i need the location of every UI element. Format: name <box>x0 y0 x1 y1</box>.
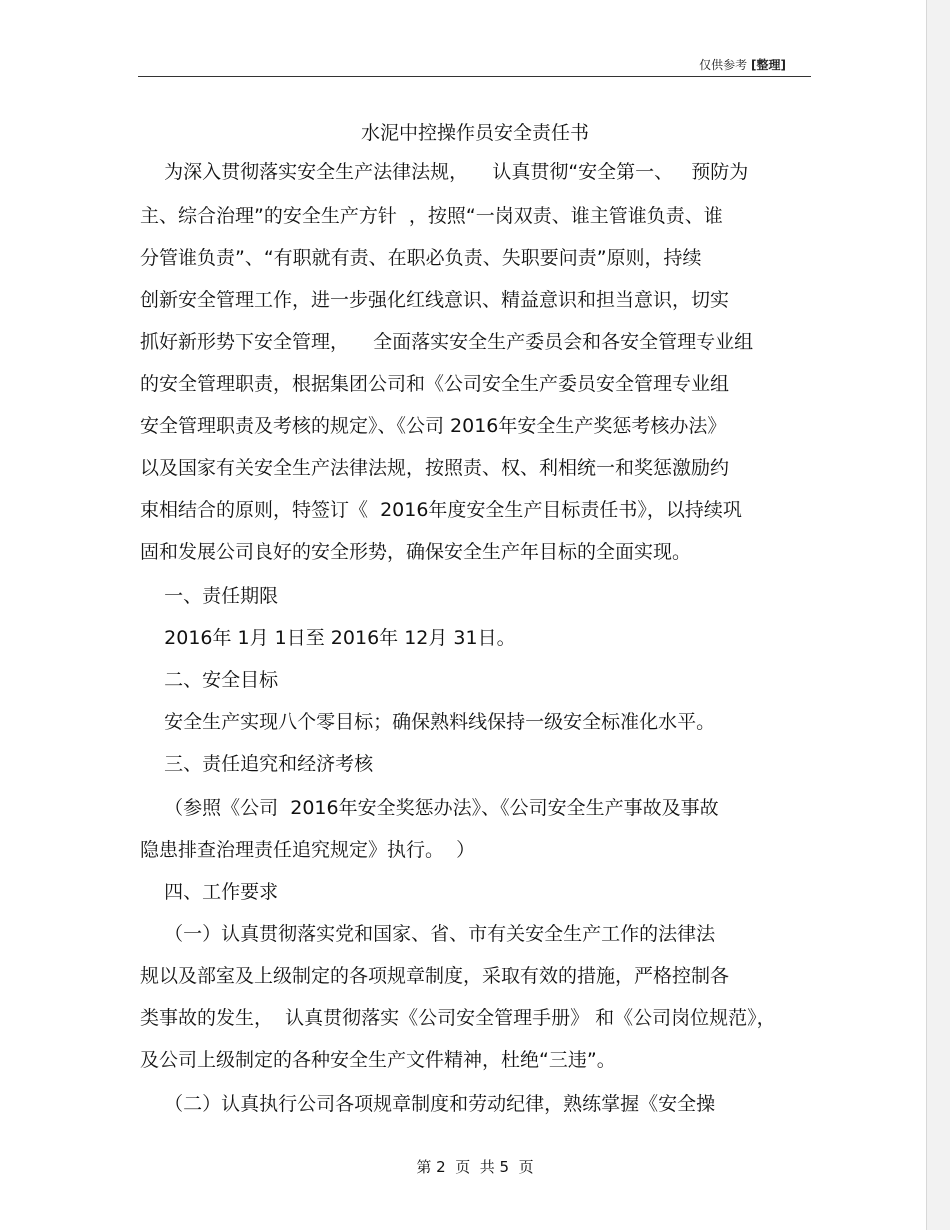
page-footer: 第 2 页 共 5 页 <box>416 1158 534 1176</box>
section-heading: 二、安全目标 <box>140 669 279 691</box>
body-line: 创新安全管理工作，进一步强化红线意识、精益意识和担当意识，切实 <box>140 289 730 311</box>
body-line: 束相结合的原则，特签订《 2016年度安全生产目标责任书》，以持续巩 <box>140 499 742 521</box>
body-line: 2016年 1月 1日至 2016年 12月 31日。 <box>140 627 516 649</box>
body-line: 以及国家有关安全生产法律法规，按照责、权、利相统一和奖惩激励约 <box>140 457 730 479</box>
section-heading: 三、责任追究和经济考核 <box>140 753 374 775</box>
header-note <box>699 56 786 73</box>
body-line: （参照《公司 2016年安全奖惩办法》、《公司安全生产事故及事故 <box>140 797 719 819</box>
header-note-bracket: [整理] <box>751 58 786 72</box>
body-line: 分管谁负责”、“有职就有责、在职必负责、失职要问责”原则，持续 <box>140 247 702 269</box>
body-line: 规以及部室及上级制定的各项规章制度，采取有效的措施，严格控制各 <box>140 965 730 987</box>
body-line: 固和发展公司良好的安全形势，确保安全生产年目标的全面实现。 <box>140 541 692 563</box>
body-line: 安全管理职责及考核的规定》、《公司 2016年安全生产奖惩考核办法》 <box>140 415 727 437</box>
header-note-text: 仅供参考 <box>699 58 748 72</box>
body-line: 类事故的发生， 认真贯彻落实《公司安全管理手册》 和《公司岗位规范》， <box>140 1007 776 1029</box>
body-line: 为深入贯彻落实安全生产法律法规， 认真贯彻“安全第一、 预防为 <box>140 161 749 183</box>
section-heading: 一、责任期限 <box>140 585 279 607</box>
body-line: 隐患排查治理责任追究规定》执行。 ） <box>140 839 476 861</box>
body-line: 及公司上级制定的各种安全生产文件精神，杜绝“三违”。 <box>140 1049 616 1071</box>
document-title: 水泥中控操作员安全责任书 <box>360 122 589 144</box>
body-line: （二）认真执行公司各项规章制度和劳动纪律，熟练掌握《安全操 <box>140 1093 716 1115</box>
body-line: 安全生产实现八个零目标；确保熟料线保持一级安全标准化水平。 <box>140 711 716 733</box>
header-rule <box>138 76 811 77</box>
body-line: 的安全管理职责，根据集团公司和《公司安全生产委员安全管理专业组 <box>140 373 730 395</box>
body-line: （一）认真贯彻落实党和国家、省、市有关安全生产工作的法律法 <box>140 923 716 945</box>
body-line: 抓好新形势下安全管理， 全面落实安全生产委员会和各安全管理专业组 <box>140 331 754 353</box>
body-line: 主、综合治理”的安全生产方针 ，按照“一岗双责、谁主管谁负责、谁 <box>140 205 723 227</box>
section-heading: 四、工作要求 <box>140 881 279 903</box>
